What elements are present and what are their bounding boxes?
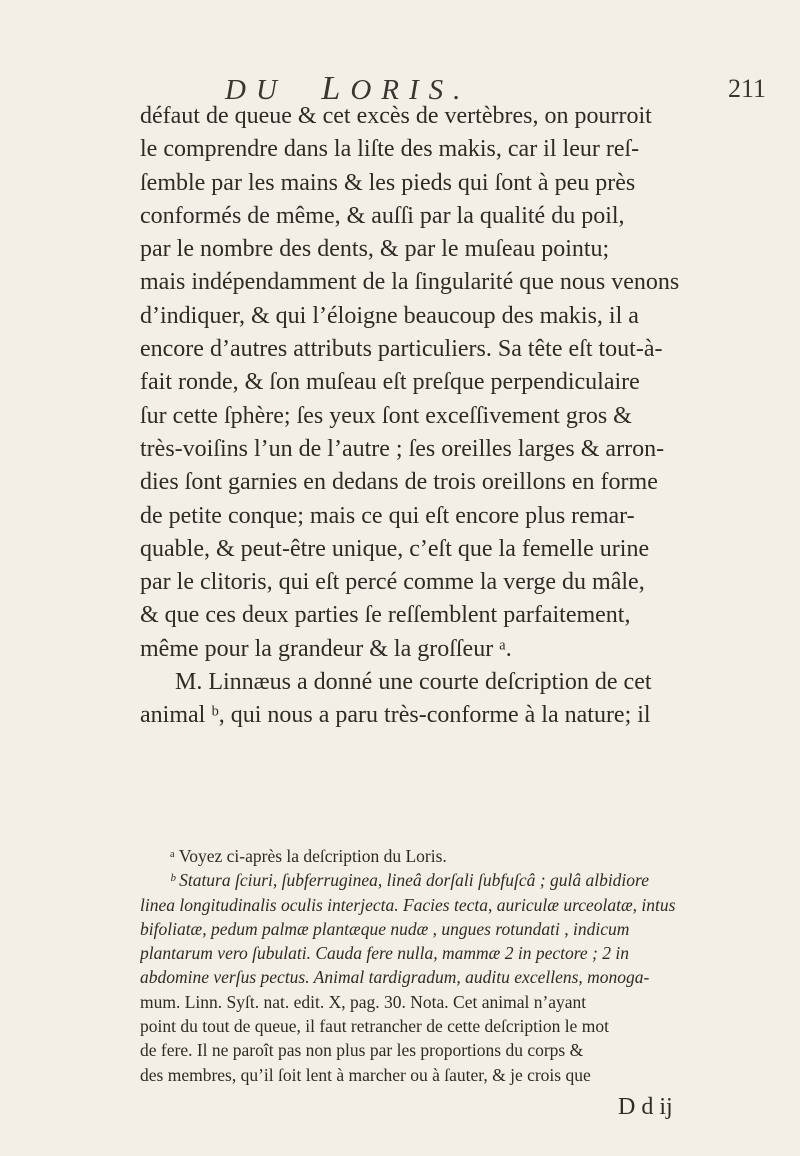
body-line: ſur cette ſphère; ſes yeux ſont exceſſivement gros & <box>140 402 632 429</box>
page-number: 211 <box>728 74 767 103</box>
body-line: encore d’autres attributs particuliers. Sa tête eſt tout-à- <box>140 336 663 363</box>
footnote-line: mum. Linn. Syſt. nat. edit. X, pag. 30. Nota. Cet animal n’ayant <box>140 991 587 1012</box>
running-head-part2: ORIS. <box>350 74 471 106</box>
footnote-line: point du tout de queue, il faut retrancher de cette deſcription le mot <box>140 1016 609 1037</box>
footnote-line: des membres, qu’il ſoit lent à marcher ou à ſauter, & je crois que <box>140 1064 591 1085</box>
body-line: très-voiſins l’un de l’autre ; ſes oreilles larges & arron- <box>140 435 665 462</box>
body-line: défaut de queue & cet excès de vertèbres, on pourroit <box>140 103 652 129</box>
body-line: quable, & peut-être unique, c’eſt que la femelle urine <box>140 535 650 562</box>
footnote-line: bifoliatæ, pedum palmæ plantæque nudæ , ungues rotundati , indicum <box>140 918 630 939</box>
body-line: mais indépendamment de la ſingularité que nous venons <box>140 269 680 296</box>
footnote-a: ᵃ Voyez ci-après la deſcription du Loris. <box>170 846 447 866</box>
footnotes <box>140 844 780 1087</box>
body-text <box>140 100 780 733</box>
footnote-b: ᵇ Statura ſciuri, ſubferruginea, lineâ dorſali ſubfuſcâ ; gulâ albidiore <box>170 870 649 891</box>
body-line: de petite conque; mais ce qui eſt encore plus remar- <box>140 502 635 529</box>
body-line: d’indiquer, & qui l’éloigne beaucoup des makis, il a <box>140 302 639 329</box>
footnote-line: abdomine verſus pectus. Animal tardigradum, auditu excellens, monoga- <box>140 967 650 988</box>
body-line: même pour la grandeur & la groſſeur ᵃ. <box>140 635 512 662</box>
body-line: & que ces deux parties ſe reſſemblent parfaitement, <box>140 602 631 629</box>
footnote-line: linea longitudinalis oculis interjecta. Facies tecta, auriculæ urceolatæ, intus <box>140 894 676 915</box>
body-line: fait ronde, & ſon muſeau eſt preſque perpendiculaire <box>140 369 640 396</box>
body-line-paragraph-start: M. Linnæus a donné une courte deſcription de cet <box>175 669 652 696</box>
body-line: dies ſont garnies en dedans de trois oreillons en forme <box>140 469 658 496</box>
running-head-initial: L <box>321 70 351 107</box>
body-line: animal ᵇ, qui nous a paru très-conforme à la nature; il <box>140 702 651 729</box>
body-line: par le nombre des dents, & par le muſeau pointu; <box>140 236 610 263</box>
body-line: le comprendre dans la liſte des makis, car il leur reſ- <box>140 136 640 163</box>
body-line: ſemble par les mains & les pieds qui ſont à peu près <box>140 169 636 196</box>
footnote-line: de fere. Il ne paroît pas non plus par les proportions du corps & <box>140 1040 584 1061</box>
footnote-line: plantarum vero ſubulati. Cauda fere nulla, mammæ 2 in pectore ; 2 in <box>140 943 629 964</box>
body-line: par le clitoris, qui eſt percé comme la verge du mâle, <box>140 569 645 596</box>
running-head-part1: DU <box>225 74 287 106</box>
signature-mark: D d ij <box>618 1094 673 1120</box>
body-line: conformés de même, & auſſi par la qualité du poil, <box>140 202 625 229</box>
